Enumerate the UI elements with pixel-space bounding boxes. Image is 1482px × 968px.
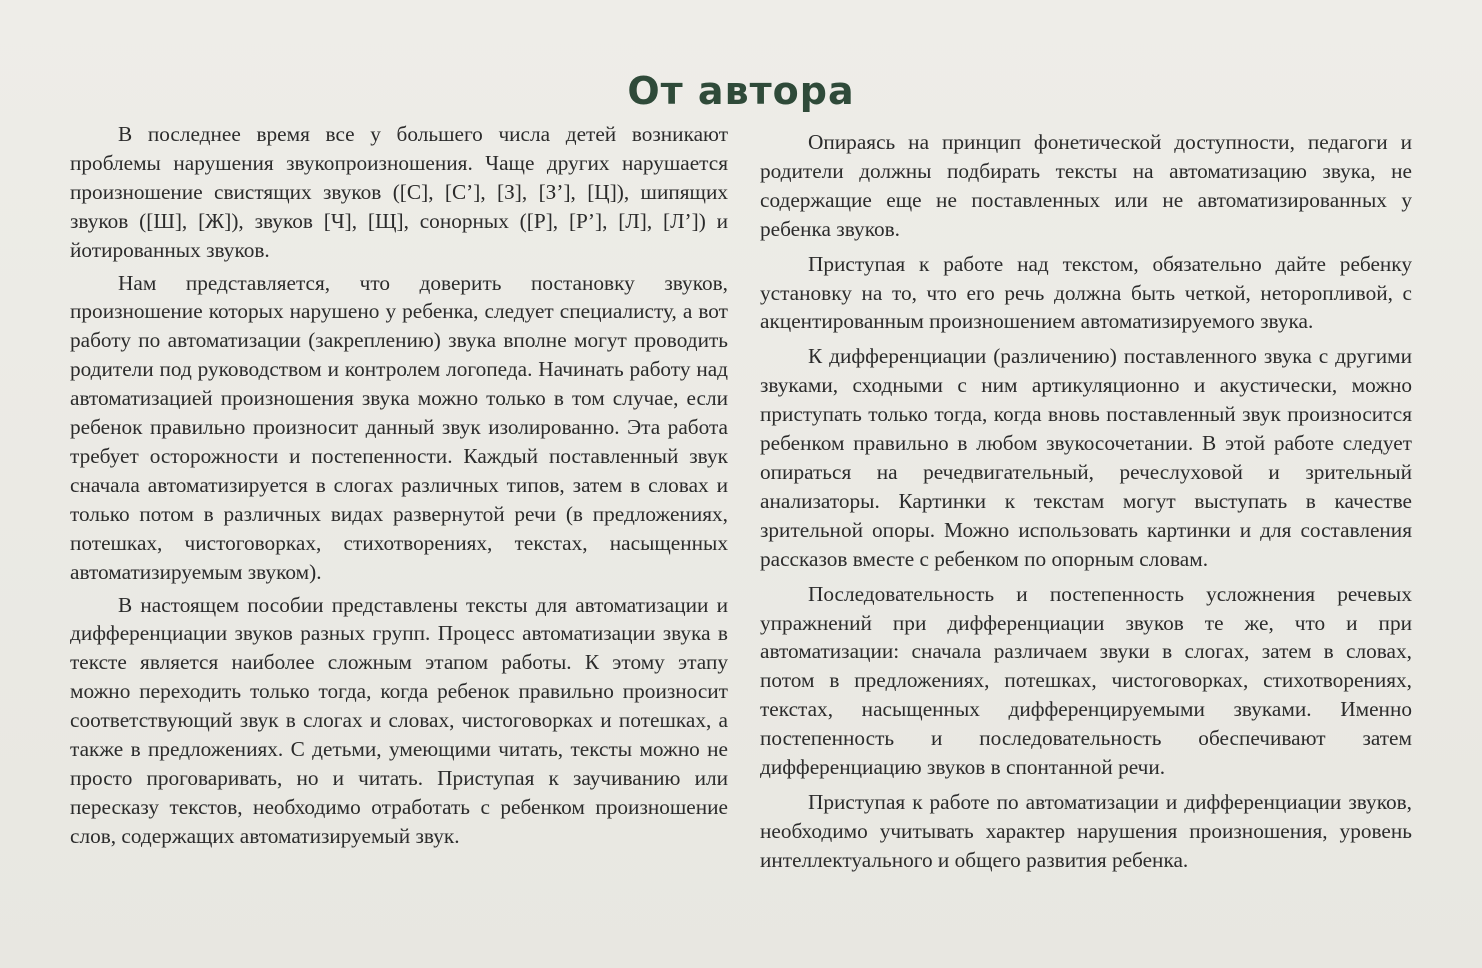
paragraph: К дифференциации (различению) поставленного звука с другими звуками, сходными с ним артикуляционно и акустически, можно приступать только тогда, когда вновь поставленный звук произносится ребенком правильно в любом звукосочетании. В этой работе следует опираться на речедвигательный, речеслуховой и зрительный анализаторы. Картинки к текстам могут выступать в качестве зрительной опоры. Можно использовать картинки и для составления рассказов вместе с ребенком по опорным словам.	[760, 344, 1412, 571]
paragraph: Нам представляется, что доверить постановку звуков, произношение которых нарушено у ребенка, следует специалисту, а вот работу по автоматизации (закреплению) звука вполне могут проводить родители под руководством и контролем логопеда. Начинать работу над автоматизацией произношения звука можно только в том случае, если ребенок правильно произносит данный звук изолированно. Эта работа требует осторожности и постепенности. Каждый поставленный звук сначала автоматизируется в слогах различных типов, затем в словах и только потом в различных видах развернутой речи (в предложениях, потешках, чистоговорках, стихотворениях, текстах, насыщенных автоматизируемым звуком).	[70, 270, 728, 584]
paragraph: Опираясь на принцип фонетической доступности, педагоги и родители должны подбирать тексты на автоматизацию звука, не содержащие еще не поставленных или не автоматизированных у ребенка звуков.	[760, 130, 1412, 241]
paragraph: Приступая к работе над текстом, обязательно дайте ребенку установку на то, что его речь должна быть четкой, неторопливой, с акцентированным произношением автоматизируемого звука.	[760, 251, 1412, 334]
paragraph: Приступая к работе по автоматизации и дифференциации звуков, необходимо учитывать характер нарушения произношения, уровень интеллектуального и общего развития ребенка.	[760, 789, 1412, 872]
left-column	[70, 120, 728, 855]
right-column	[760, 128, 1412, 881]
page-title: От автора	[627, 69, 855, 114]
paragraph: В последнее время все у большего числа детей возникают проблемы нарушения звукопроизношения. Чаще других нарушается произношение свистящих звуков ([С], [С’], [З], [З’], [Ц]), шипящих звуков ([Ш], [Ж]), звуков [Ч], [Щ], сонорных ([Р], [Р’], [Л], [Л’]) и йотированных звуков.	[70, 122, 728, 262]
paragraph: В настоящем пособии представлены тексты для автоматизации и дифференциации звуков разных групп. Процесс автоматизации звука в тексте является наиболее сложным этапом работы. К этому этапу можно переходить только тогда, когда ребенок правильно произносит соответствующий звук в слогах и словах, чистоговорках и потешках, а также в предложениях. С детьми, умеющими читать, тексты можно не просто проговаривать, но и читать. Приступая к заучиванию или пересказу текстов, необходимо отработать с ребенком произношение слов, содержащих автоматизируемый звук.	[70, 592, 728, 848]
paragraph: Последовательность и постепенность усложнения речевых упражнений при дифференциации звуков те же, что и при автоматизации: сначала различаем звуки в слогах, затем в словах, потом в предложениях, потешках, чистоговорках, стихотворениях, текстах, насыщенных дифференцируемыми звуками. Именно постепенность и последовательность обеспечивают затем дифференциацию звуков в спонтанной речи.	[760, 581, 1412, 780]
